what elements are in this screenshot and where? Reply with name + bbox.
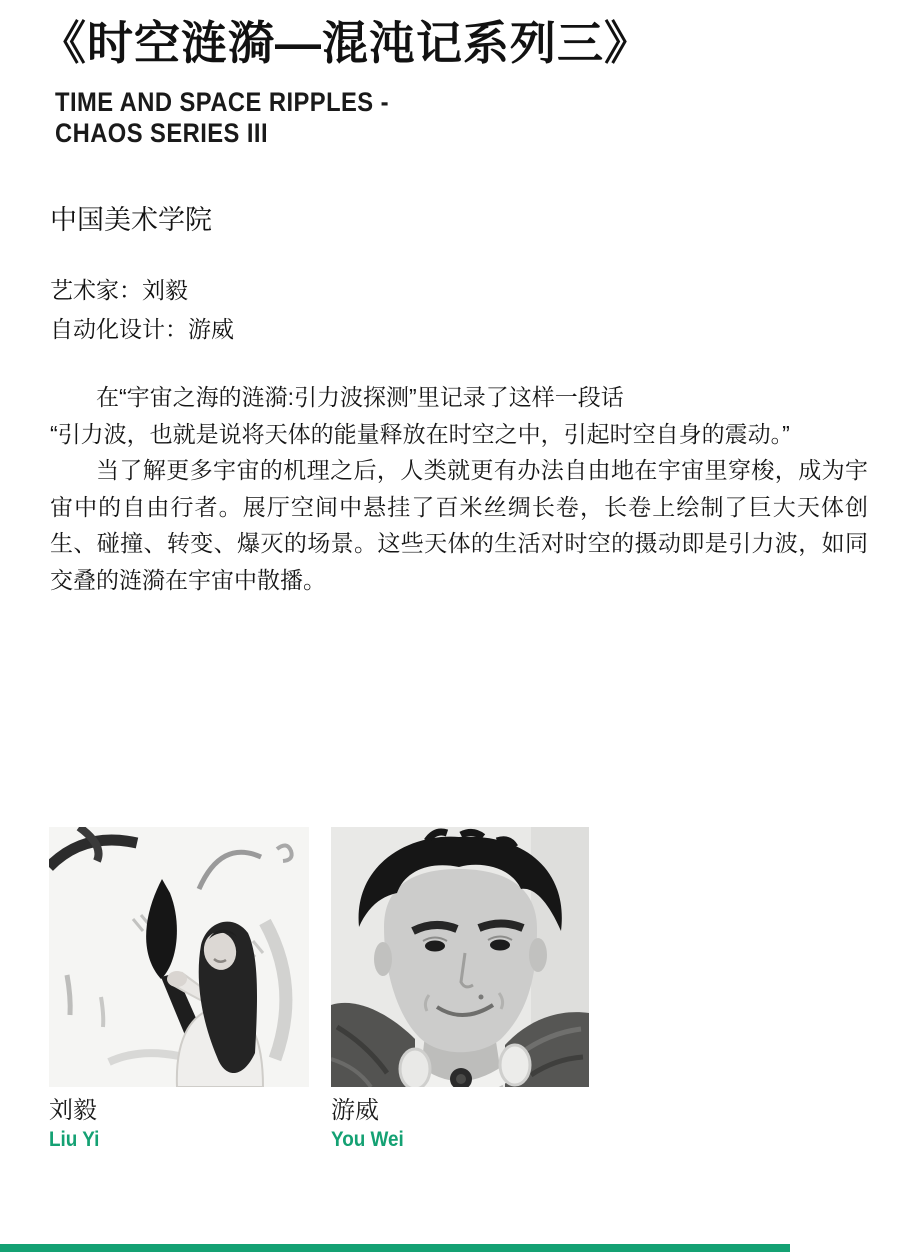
- credit-artist: 艺术家：刘毅: [50, 277, 188, 303]
- page-title-chinese: 《时空涟漪—混沌记系列三》: [40, 17, 651, 69]
- liu-yi-portrait-illustration: [49, 827, 309, 1087]
- bottom-accent-bar: [0, 1244, 790, 1252]
- you-wei-portrait-photo: [331, 827, 589, 1087]
- artist-figure-liu-yi: [49, 827, 309, 1152]
- credit-automation-design: 自动化设计：游威: [50, 316, 234, 342]
- liu-yi-portrait-photo: [49, 827, 309, 1087]
- you-wei-portrait-illustration: [331, 827, 589, 1087]
- you-wei-name-chinese: 游威: [331, 1097, 379, 1124]
- description-paragraph-1: 在“宇宙之海的涟漪:引力波探测”里记录了这样一段话: [96, 384, 624, 410]
- page-title-english-line-2: CHAOS SERIES III: [55, 118, 269, 148]
- liu-yi-name-english: Liu Yi: [49, 1128, 100, 1151]
- you-wei-name-english: You Wei: [331, 1128, 404, 1151]
- credits-block: [50, 271, 234, 349]
- institution-name: 中国美术学院: [50, 205, 212, 235]
- page-title-english: [55, 87, 389, 149]
- liu-yi-name-chinese: 刘毅: [49, 1097, 97, 1124]
- description-paragraph-2: “引力波，也就是说将天体的能量释放在时空之中，引起时空自身的震动。”: [50, 420, 790, 447]
- description-paragraph-3: 当了解更多宇宙的机理之后，人类就更有办法自由地在宇宙里穿梭，成为宇宙中的自由行者。展厅空间中悬挂了百米丝绸长卷，长卷上绘制了巨大天体创生、碰撞、转变、爆灭的场景。这些天体的生活对时空的摄动即是引力波，如同交叠的涟漪在宇宙中散播。: [50, 457, 868, 593]
- artwork-description: [50, 379, 868, 598]
- page-title-english-line-1: TIME AND SPACE RIPPLES -: [55, 87, 390, 117]
- designer-figure-you-wei: [331, 827, 589, 1152]
